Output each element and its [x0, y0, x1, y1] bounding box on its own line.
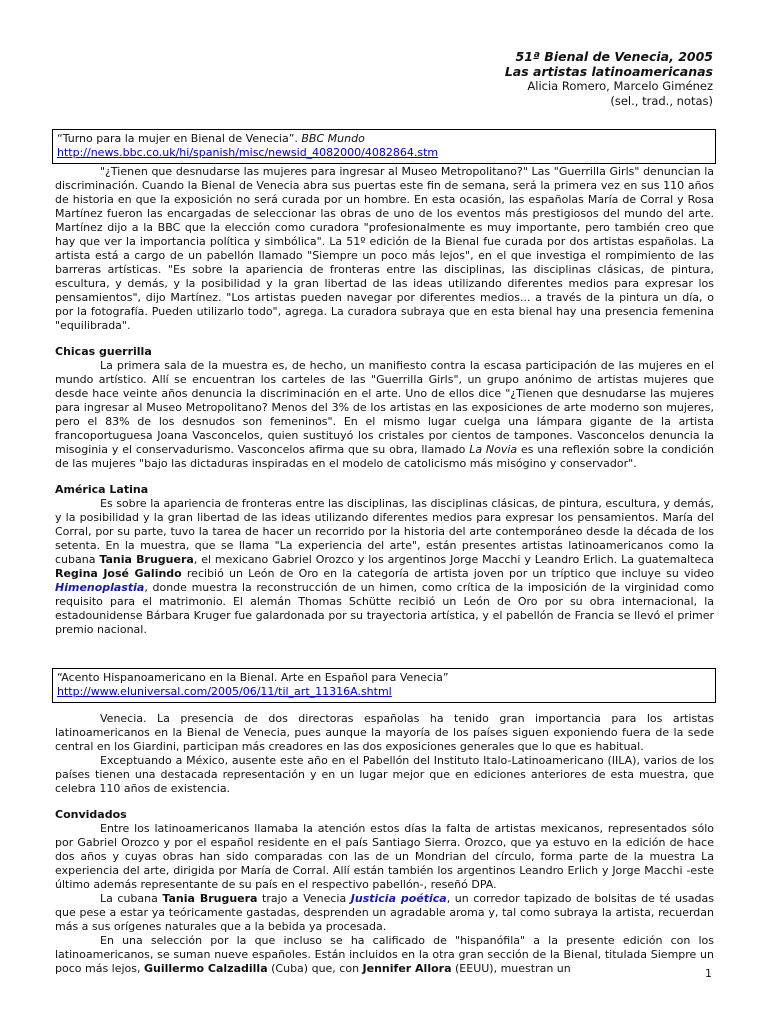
source-outlet: BBC Mundo: [301, 132, 365, 145]
header-authors: Alicia Romero, Marcelo Giménez: [527, 79, 713, 93]
paragraph: La primera sala de la muestra es, de hecho, un manifiesto contra la escasa participación de las mujeres en el mundo artístico. Allí se encuentran los carteles de las "Guerrilla Girls", un grupo anónimo de artistas mujeres que desde hace veinte años denuncia la discriminación en el arte. Uno de ellos dice "¿Tienen que desnudarse las mujeres para ingresar al Museo Metropolitano? Menos del 3% de los artistas en las exposiciones de arte moderno son mujeres, pero el 83% de los desnudos son femeninos". En el mismo lugar cuelga una lámpara gigante de la artista francoportuguesa Joana Vasconcelos, quien sustituyó los cristales por cientos de tampones. Vasconcelos denuncia la misoginia y el conservadurismo. Vasconcelos afirma que su obra, llamado La Novia es una reflexión sobre la condición de las mujeres "bajo las dictaduras inspiradas en el modelo de catolicismo más misógino y conservador".: [55, 359, 715, 470]
paragraph: Exceptuando a México, ausente este año en el Pabellón del Instituto Italo-Latinoamericano (IILA), varios de los países tienen una destacada representación y en un lugar mejor que en ediciones anteriores de esta muestra, que celebra 110 años de existencia.: [55, 754, 714, 795]
paragraph: En una selección por la que incluso se ha calificado de "hispanófila" a la presente edición con los latinoamericanos, se suman nueve españoles. Están incluidos en la otra gran sección de la Bienal, titulada Siempre un poco más lejos, Guillermo Calzadilla (Cuba) que, con Jennifer Allora (EEUU), muestran un: [55, 934, 714, 975]
document-header: [505, 50, 713, 108]
paragraph: Venecia. La presencia de dos directoras españolas ha tenido gran importancia para los artistas latinoamericanos en la Bienal de Venecia, pues aunque la mayoría de los países siguen exponiendo fuera de la sede central en los Giardini, participan más creadores en las dos exposiciones generales que lo que es habitual.: [55, 712, 714, 753]
artwork-title: Justicia poética: [350, 892, 447, 905]
paragraph: La cubana Tania Bruguera trajo a Venecia Justicia poética, un corredor tapizado de bolsitas de té usadas que pese a estar ya teóricamente gastadas, desprenden un agradable aroma y, tal como subraya la artista, recuerdan más a sus orígenes naturales que a la bebida ya procesada.: [55, 892, 715, 933]
page-number: 1: [705, 967, 712, 980]
section-heading: Chicas guerrilla: [55, 345, 152, 358]
header-title: 51ª Bienal de Venecia, 2005: [515, 49, 713, 64]
paragraph: Entre los latinoamericanos llamaba la atención estos días la falta de artistas mexicanos, representados sólo por Gabriel Orozco y por el español residente en el país Santiago Sierra. Orozco, que ya estuvo en la edición de hace dos años y cuyas obras han sido comparadas con las de un Mondrian del círculo, forma parte de la muestra La experiencia del arte, dirigida por María de Corral. Allí están también los argentinos Leandro Erlich y Jorge Macchi -este último además representante de su país en el respectivo pabellón-, reseñó DPA.: [55, 822, 714, 891]
article-bbc: [55, 165, 714, 637]
source-link-eluniversal[interactable]: http://www.eluniversal.com/2005/06/11/til_art_11316A.shtml: [57, 685, 392, 698]
source-title: “Turno para la mujer en Bienal de Venecia”.: [57, 132, 298, 145]
paragraph: "¿Tienen que desnudarse las mujeres para ingresar al Museo Metropolitano?" Las "Guerrilla Girls" denuncian la discriminación. Cuando la Bienal de Venecia abra sus puertas este fin de semana, será la primera vez en sus 110 años de historia en que la exposición no será curada por un hombre. En esta ocasión, las españolas María de Corral y Rosa Martínez fueron las encargadas de seleccionar las obras de uno de los eventos más prestigiosos del mundo del arte. Martínez dijo a la BBC que la elección como curadora "profesionalmente es muy importante, pero también creo que hay que ver la importancia política y simbólica". La 51º edición de la Bienal fue curada por dos artistas españolas. La artista está a cargo de un pabellón llamado "Siempre un poco más lejos", en el que investiga el rompimiento de las barreras artísticas. "Es sobre la apariencia de fronteras entre las disciplinas, las disciplinas clásicas, de pintura, escultura, y demás, y la posibilidad y la gran libertad de las ideas utilizando diferentes medios para expresar los pensamientos", dijo Martínez. "Los artistas pueden navegar por diferentes medios... a través de la pintura un día, o por la fotografía. Pueden utilizarlo todo", agrega. La curadora subraya que en esta bienal hay una presencia femenina "equilibrada".: [55, 165, 714, 332]
source-title: “Acento Hispanoamericano en la Bienal. Arte en Español para Venecia”: [57, 671, 449, 684]
artwork-title: Himenoplastia: [55, 581, 145, 594]
header-notes: (sel., trad., notas): [610, 93, 713, 108]
header-subtitle: Las artistas latinoamericanas: [504, 63, 713, 79]
source-box-eluniversal: [52, 668, 716, 703]
section-heading: América Latina: [55, 483, 149, 496]
section-heading: Convidados: [55, 808, 127, 821]
source-box-bbc: [52, 129, 716, 164]
paragraph: Es sobre la apariencia de fronteras entre las disciplinas, las disciplinas clásicas, de pintura, escultura, y demás, y la posibilidad y la gran libertad de las ideas utilizando diferentes medios para expresar los pensamientos. María del Corral, por su parte, tuvo la tarea de hacer un recorrido por la historia del arte contemporáneo desde la década de los setenta. En la muestra, que se llama "La experiencia del arte", están presentes artistas latinoamericanos como la cubana Tania Bruguera, el mexicano Gabriel Orozco y los argentinos Jorge Macchi y Leandro Erlich. La guatemalteca Regina José Galindo recibió un León de Oro en la categoría de artista joven por un tríptico que incluye su video Himenoplastia, donde muestra la reconstrucción de un himen, como crítica de la imposición de la virginidad como requisito para el matrimonio. El alemán Thomas Schütte recibió un León de Oro por su obra internacional, la estadounidense Bárbara Kruger fue galardonada por su trayectoria artística, y el pabellón de Francia se llevó el primer premio nacional.: [55, 497, 715, 636]
article-eluniversal: [55, 712, 714, 976]
source-link-bbc[interactable]: http://news.bbc.co.uk/hi/spanish/misc/newsid_4082000/4082864.stm: [57, 146, 439, 159]
